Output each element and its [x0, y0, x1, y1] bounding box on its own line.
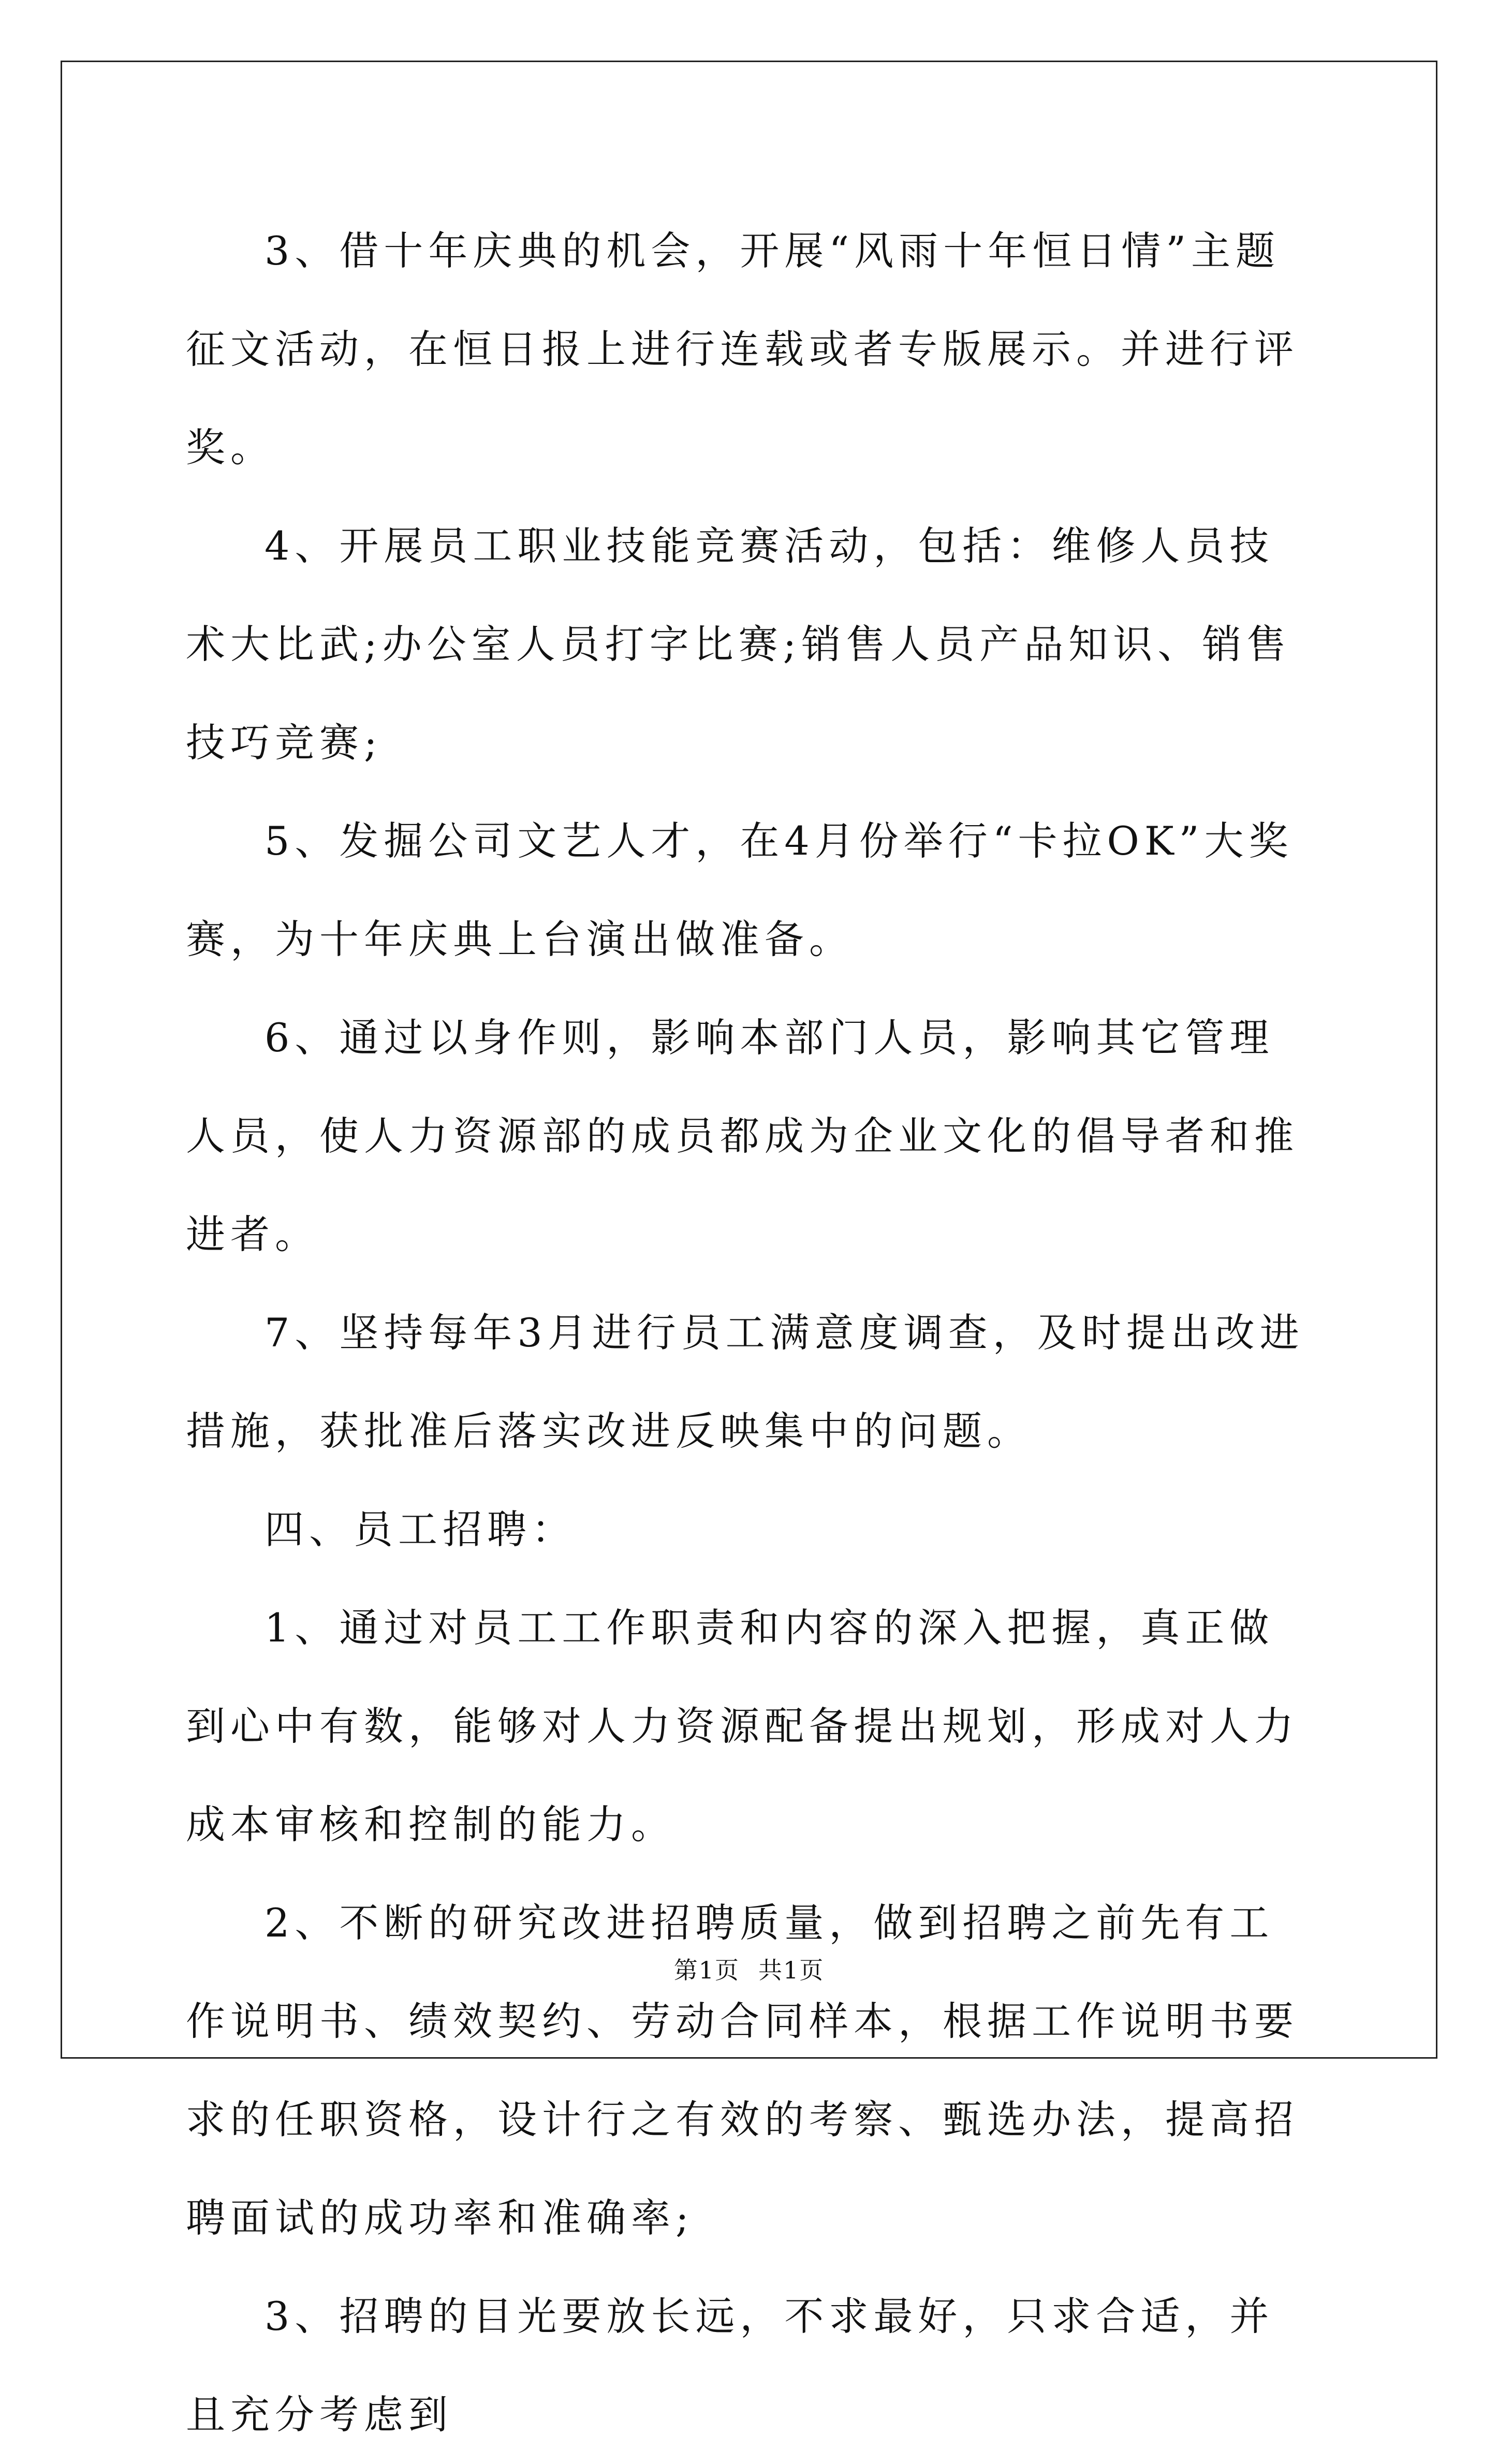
paragraph-satisfaction-survey: 7、坚持每年3月进行员工满意度调查，及时提出改进措施，获批准后落实改进反映集中的问题。	[186, 1310, 1304, 1454]
paragraph-skills-competition: 4、开展员工职业技能竞赛活动，包括：维修人员技术大比武;办公室人员打字比赛;销售人员产品知识、销售技巧竞赛;	[186, 523, 1291, 766]
paragraph-karaoke-contest: 5、发掘公司文艺人才，在4月份举行“卡拉OK”大奖赛，为十年庆典上台演出做准备。	[186, 818, 1294, 962]
page-number: 第1页	[673, 1956, 740, 1984]
page-total: 共1页	[758, 1956, 825, 1984]
paragraph-lead-by-example: 6、通过以身作则，影响本部门人员，影响其它管理人员，使人力资源部的成员都成为企业文化的倡导者和推进者。	[186, 1015, 1299, 1257]
paragraph-long-term-recruitment: 3、招聘的目光要放长远，不求最好，只求合适，并且充分考虑到	[186, 2293, 1274, 2438]
paragraph-job-duties: 1、通过对员工工作职责和内容的深入把握，真正做到心中有数，能够对人力资源配备提出规划，形成对人力成本审核和控制的能力。	[186, 1605, 1299, 1847]
section-heading-recruitment: 四、员工招聘：	[265, 1506, 576, 1552]
paragraph-celebration-essay: 3、借十年庆典的机会，开展“风雨十年恒日情”主题征文活动，在恒日报上进行连载或者专版展示。并进行评奖。	[186, 228, 1299, 471]
paragraph-recruitment-quality: 2、不断的研究改进招聘质量，做到招聘之前先有工作说明书、绩效契约、劳动合同样本，根据工作说明书要求的任职资格，设计行之有效的考察、甄选办法，提高招聘面试的成功率和准确率;	[186, 1900, 1299, 2241]
page-footer	[0, 1955, 1498, 1986]
